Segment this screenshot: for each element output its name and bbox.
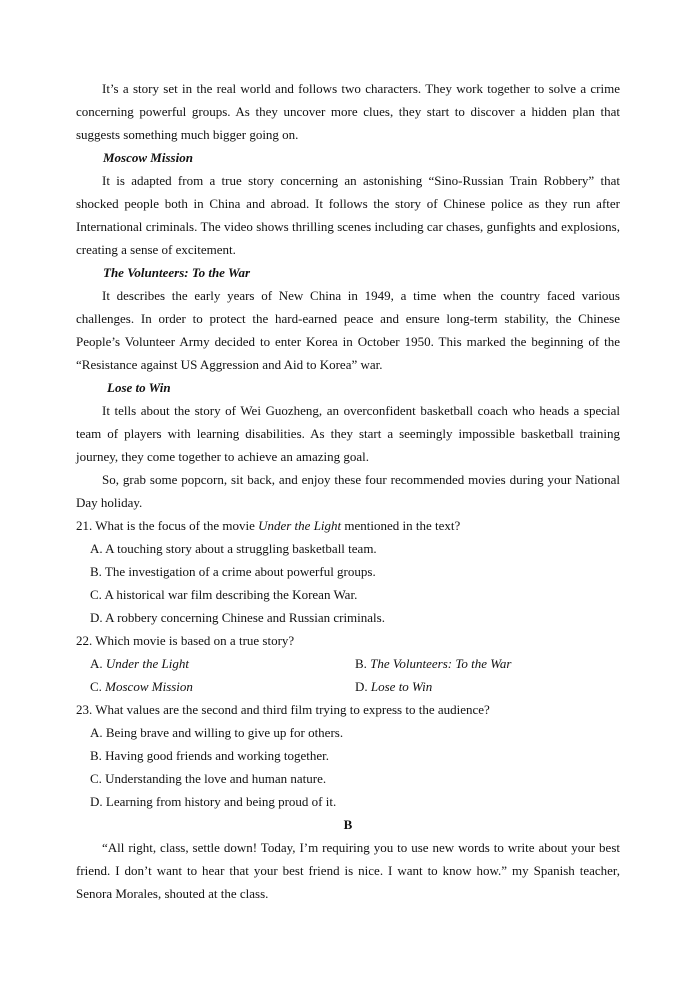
option-title: The Volunteers: To the War [370,656,512,671]
option-letter: A. [90,656,106,671]
document-content [76,77,620,905]
movie-heading-lose-to-win: Lose to Win [107,380,171,395]
question-22-options-row-2 [76,675,620,698]
question-23-stem: 23. What values are the second and third film trying to express to the audience? [76,702,490,717]
option-title: Moscow Mission [105,679,193,694]
option-letter: C. [90,679,106,694]
question-23-option-c: C. Understanding the love and human nature. [90,771,327,786]
question-22-options-row-1 [76,652,620,675]
movie-heading-moscow-mission: Moscow Mission [103,150,193,165]
question-22-option-a [76,652,355,675]
paragraph-under-the-light: It’s a story set in the real world and follows two characters. They work together to solve a crime concerning powerful groups. As they uncover more clues, they start to discover a hidden plan that suggests something much bigger going on. [76,81,620,142]
question-21-suffix: mentioned in the text? [341,518,461,533]
option-letter: D. [355,679,371,694]
question-23-option-b: B. Having good friends and working together. [90,748,330,763]
question-21-title: Under the Light [258,518,342,533]
paragraph-conclusion: So, grab some popcorn, sit back, and enjoy these four recommended movies during your National Day holiday. [76,472,620,510]
question-21-stem [76,514,620,537]
question-21-option-a: A. A touching story about a struggling basketball team. [90,541,377,556]
question-23-option-a: A. Being brave and willing to give up for others. [90,725,344,740]
question-22-stem: 22. Which movie is based on a true story? [76,633,295,648]
question-22-option-d [355,675,620,698]
question-22-option-c [76,675,355,698]
paragraph-moscow-mission: It is adapted from a true story concerning an astonishing “Sino-Russian Train Robbery” that shocked people both in China and abroad. It follows the story of Chinese police as they run after International criminals. The video shows thrilling scenes including car chases, gunfights and explosions, creating a sense of excitement. [76,173,620,257]
paragraph-passage-b-1: “All right, class, settle down! Today, I’m requiring you to use new words to write about your best friend. I don’t want to hear that your best friend is nice. I want to know how.” my Spanish teacher, Senora Morales, shouted at the class. [76,840,620,901]
movie-heading-volunteers: The Volunteers: To the War [103,265,251,280]
question-22-option-b [355,652,620,675]
paragraph-lose-to-win: It tells about the story of Wei Guozheng, an overconfident basketball coach who heads a special team of players with learning disabilities. As they start a seemingly impossible basketball training journey, they come together to achieve an amazing goal. [76,403,620,464]
question-21-option-c: C. A historical war film describing the Korean War. [90,587,358,602]
option-letter: B. [355,656,371,671]
question-21-option-d: D. A robbery concerning Chinese and Russian criminals. [90,610,385,625]
section-b-label: B [343,817,353,832]
option-title: Under the Light [105,656,189,671]
paragraph-volunteers: It describes the early years of New China in 1949, a time when the country faced various challenges. In order to protect the hard-earned peace and ensure long-term stability, the Chinese People’s Volunteer Army decided to enter Korea in October 1950. This marked the beginning of the “Resistance against US Aggression and Aid to Korea” war. [76,288,620,372]
question-23-option-d: D. Learning from history and being proud of it. [90,794,337,809]
option-title: Lose to Win [370,679,433,694]
question-21-option-b: B. The investigation of a crime about powerful groups. [90,564,376,579]
question-21-prefix: 21. What is the focus of the movie [76,518,259,533]
